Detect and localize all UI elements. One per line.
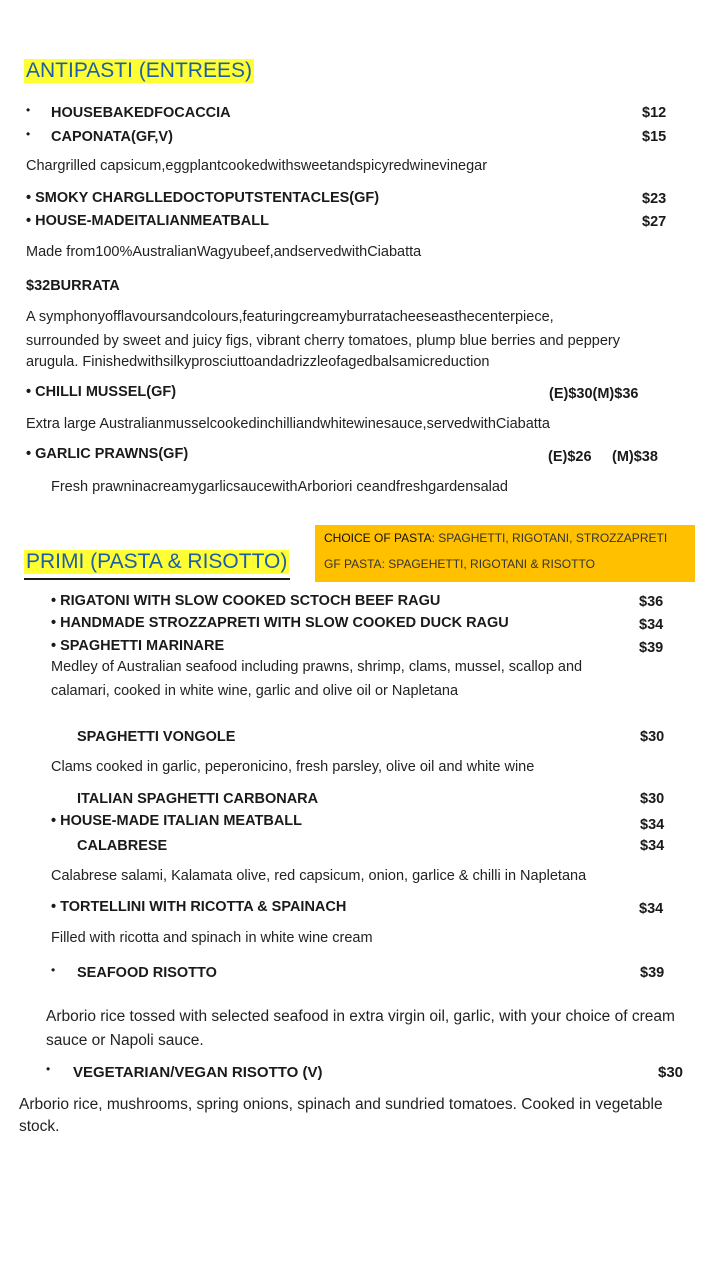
desc-burrata-2: surrounded by sweet and juicy figs, vibrant cherry tomatoes, plump blue berries and peppery xyxy=(26,333,621,349)
price-mussel: (E)$30(M)$36 xyxy=(549,386,639,402)
item-burrata: $32BURRATA xyxy=(26,278,120,294)
item-caponata: CAPONATA(GF,V) xyxy=(51,129,173,145)
price-octopus: $23 xyxy=(642,191,667,207)
price-marinare: $39 xyxy=(639,640,664,656)
desc-marinare-1: Medley of Australian seafood including prawns, shrimp, clams, mussel, scallop and xyxy=(51,659,583,675)
price-veg-risotto: $30 xyxy=(658,1064,684,1081)
bullet-icon: • xyxy=(26,127,31,141)
item-prawns: • GARLIC PRAWNS(GF) xyxy=(26,446,189,462)
price-meatball-entree: $27 xyxy=(642,214,667,230)
price-calabrese: $34 xyxy=(640,838,665,854)
item-marinare: • SPAGHETTI MARINARE xyxy=(51,638,225,654)
price-seafood-risotto: $39 xyxy=(640,965,665,981)
item-seafood-risotto: SEAFOOD RISOTTO xyxy=(77,965,217,981)
item-mussel: • CHILLI MUSSEL(GF) xyxy=(26,384,177,400)
bullet-icon: • xyxy=(46,1062,51,1076)
bullet-icon: • xyxy=(26,103,31,117)
desc-burrata-3: arugula. Finishedwithsilkyprosciuttoandadrizzleofagedbalsamicreduction xyxy=(26,354,490,370)
pasta-choice-box xyxy=(315,525,695,582)
item-tortellini: • TORTELLINI WITH RICOTTA & SPAINACH xyxy=(51,899,347,915)
desc-mussel: Extra large Australianmusselcookedinchilliandwhitewinesauce,servedwithCiabatta xyxy=(26,416,550,432)
price-vongole: $30 xyxy=(640,729,665,745)
price-caponata: $15 xyxy=(642,129,667,145)
price-focaccia: $12 xyxy=(642,105,667,121)
desc-seafood-risotto: Arborio rice tossed with selected seafood in extra virgin oil, garlic, with your choice of cream sauce or Napoli sauce. xyxy=(46,1008,675,1049)
desc-prawns: Fresh prawninacreamygarlicsaucewithArboriori ceandfreshgardensalad xyxy=(51,479,508,495)
item-vongole: SPAGHETTI VONGOLE xyxy=(77,729,236,745)
item-rigatoni: • RIGATONI WITH SLOW COOKED SCTOCH BEEF RAGU xyxy=(51,593,441,609)
primi-heading-underline xyxy=(24,578,290,580)
primi-heading: PRIMI (PASTA & RISOTTO) xyxy=(26,550,288,573)
price-meatball-main: $34 xyxy=(640,817,665,833)
price-prawns-entree: (E)$26 xyxy=(548,449,592,465)
price-rigatoni: $36 xyxy=(639,594,664,610)
desc-calabrese: Calabrese salami, Kalamata olive, red capsicum, onion, garlice & chilli in Napletana xyxy=(51,868,587,884)
desc-caponata: Chargrilled capsicum,eggplantcookedwithsweetandspicyredwinevinegar xyxy=(26,158,488,174)
pasta-choice-label: CHOICE OF PASTA xyxy=(324,531,432,545)
pasta-choice-value: : SPAGHETTI, RIGOTANI, STROZZAPRETI xyxy=(431,531,668,545)
price-strozzapreti: $34 xyxy=(639,617,664,633)
item-veg-risotto: VEGETARIAN/VEGAN RISOTTO (V) xyxy=(73,1064,323,1081)
desc-meatball-entree: Made from100%AustralianWagyubeef,andservedwithCiabatta xyxy=(26,244,422,260)
price-tortellini: $34 xyxy=(639,901,664,917)
item-octopus: • SMOKY CHARGLLEDOCTOPUTSTENTACLES(GF) xyxy=(26,190,380,206)
desc-tortellini: Filled with ricotta and spinach in white wine cream xyxy=(51,930,373,946)
pasta-choice-line xyxy=(324,531,667,545)
item-meatball-entree: • HOUSE-MADEITALIANMEATBALL xyxy=(26,213,269,229)
item-meatball-main: • HOUSE-MADE ITALIAN MEATBALL xyxy=(51,813,303,829)
desc-burrata-1: A symphonyofflavoursandcolours,featuringcreamyburratacheeseasthecenterpiece, xyxy=(26,309,554,325)
item-focaccia: HOUSEBAKEDFOCACCIA xyxy=(51,105,231,121)
item-calabrese: CALABRESE xyxy=(77,838,168,854)
desc-vongole: Clams cooked in garlic, peperonicino, fresh parsley, olive oil and white wine xyxy=(51,759,535,775)
item-carbonara: ITALIAN SPAGHETTI CARBONARA xyxy=(77,791,319,807)
gf-pasta-line: GF PASTA: SPAGEHETTI, RIGOTANI & RISOTTO xyxy=(324,557,595,571)
price-carbonara: $30 xyxy=(640,791,665,807)
desc-marinare-2: calamari, cooked in white wine, garlic and olive oil or Napletana xyxy=(51,683,459,699)
desc-veg-risotto: Arborio rice, mushrooms, spring onions, spinach and sundried tomatoes. Cooked in vegetable stock. xyxy=(19,1096,663,1135)
price-prawns-main: (M)$38 xyxy=(612,449,658,465)
bullet-icon: • xyxy=(51,963,56,977)
antipasti-heading: ANTIPASTI (ENTREES) xyxy=(26,59,252,82)
item-strozzapreti: • HANDMADE STROZZAPRETI WITH SLOW COOKED DUCK RAGU xyxy=(51,615,509,631)
